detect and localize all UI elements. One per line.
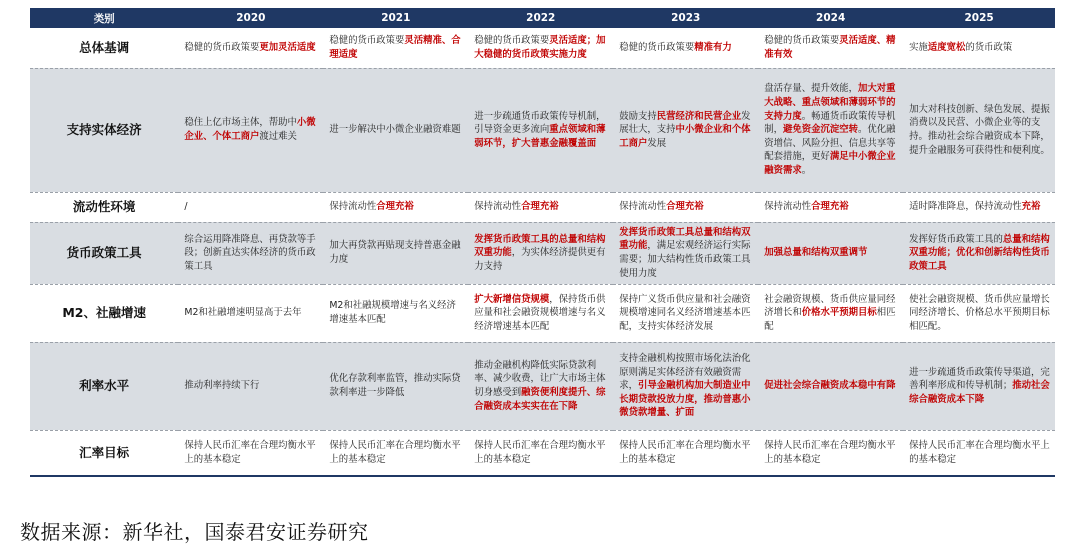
table-row [30,68,1055,192]
row-label: 货币政策工具 [30,222,178,284]
header-year: 2021 [323,8,468,28]
cell-text: 发挥好货币政策工具的 [909,233,1003,245]
table-cell [903,28,1055,68]
table-row [30,430,1055,476]
highlight-text: 中小微企业和个体工商户 [619,124,751,149]
highlight-text: 充裕 [1021,201,1041,213]
table-cell [323,284,468,342]
cell-text: 保持广义货币供应量和社会融资规模增速同名义经济增速基本匹配，支持实体经济发展 [619,293,751,332]
highlight-text: 总量和结构双重功能；优化和创新结构性货币政策工具 [909,233,1050,272]
table-cell [468,192,613,222]
table-cell [758,284,903,342]
highlight-text: 扩大新增信贷规模 [474,293,550,305]
table-cell [468,342,613,430]
highlight-text: 价格水平预期目标 [801,307,877,319]
cell-text: 进一步疏通货币政策传导机制，引导资金更多流向 [474,110,606,136]
highlight-text: 促进社会综合融资成本稳中有降 [764,380,896,392]
highlight-text: 灵活适度；加大稳健的货币政策实施力度 [474,35,606,60]
cell-text: ，保持货币供应量和社会融资规模增速与名义经济增速基本匹配 [474,293,606,332]
table-cell [323,430,468,476]
table-cell [468,28,613,68]
highlight-text: 发挥货币政策工具总量和结构双重功能 [619,226,751,252]
row-label: 支持实体经济 [30,68,178,192]
cell-text: 保持流动性 [764,201,812,213]
cell-text: 稳健的货币政策要 [474,35,550,47]
table-cell [613,430,758,476]
table-cell [903,68,1055,192]
cell-text: 保持人民币汇率在合理均衡水平上的基本稳定 [184,440,316,465]
cell-text: 加大再贷款再贴现支持普惠金融力度 [329,240,461,265]
header-year: 2023 [613,8,758,28]
table-cell [468,284,613,342]
table-cell [468,222,613,284]
highlight-text: 加大对重大战略、重点领域和薄弱环节的支持力度 [764,83,896,122]
table-row [30,284,1055,342]
table-cell [613,28,758,68]
table-cell [758,430,903,476]
table-cell [613,68,758,192]
table-cell [613,342,758,430]
table-cell [178,430,323,476]
table-cell [758,28,903,68]
table-cell [323,68,468,192]
cell-text: 稳健的货币政策要 [184,41,260,53]
cell-text: M2和社融规模增速与名义经济增速基本匹配 [329,300,456,325]
table-row [30,28,1055,68]
header-category: 类别 [30,8,178,28]
table-cell [613,222,758,284]
cell-text: 保持人民币汇率在合理均衡水平上的基本稳定 [329,440,461,465]
cell-text: 进一步解决中小微企业融资难题 [329,124,461,136]
table-cell [903,222,1055,284]
row-label: M2、社融增速 [30,284,178,342]
table-cell [178,284,323,342]
cell-text: 保持人民币汇率在合理均衡水平上的基本稳定 [474,440,606,465]
cell-text: 社会融资规模、货币供应量同经济增长和 [764,293,896,319]
cell-text: 综合运用降准降息、再贷款等手段；创新直达实体经济的货币政策工具 [184,233,316,272]
highlight-text: 民营经济和民营企业 [656,110,742,122]
cell-text: 发展壮大，支持 [619,110,751,136]
highlight-text: 推动社会综合融资成本下降 [909,380,1050,405]
table-row [30,222,1055,284]
highlight-text: 合理充裕 [521,201,559,213]
cell-text: 鼓励支持 [619,110,657,122]
table-cell [178,222,323,284]
cell-text: 稳健的货币政策要 [764,35,840,47]
header-year: 2020 [178,8,323,28]
highlight-text: 融资便利度提升、综合融资成本实实在在下降 [474,387,606,412]
row-label: 汇率目标 [30,430,178,476]
cell-text: / [184,201,188,213]
cell-text: 的货币政策 [965,41,1013,53]
cell-text: 相匹配 [764,307,896,332]
cell-text: 支持金融机构按照市场化法治化原则满足实体经济有效融资需求， [619,353,751,392]
highlight-text: 合理充裕 [376,201,414,213]
cell-text: 进一步疏通货币政策传导渠道，完善利率形成和传导机制； [909,366,1050,392]
cell-text: 使社会融资规模、货币供应量增长同经济增长、价格总水平预期目标相匹配。 [909,293,1050,332]
table-cell [178,28,323,68]
source-note: 数据来源：新华社，国泰君安证券研究 [20,520,369,544]
table-cell [758,222,903,284]
table-cell [613,192,758,222]
cell-text: 加大对科技创新、绿色发展、提振消费以及民营、小微企业等的支持。推动社会综合融资成本下降，提升金融服务可获得性和便利度。 [909,103,1050,156]
cell-text: 保持流动性 [619,201,667,213]
row-label: 利率水平 [30,342,178,430]
header-year: 2022 [468,8,613,28]
highlight-text: 灵活精准、合理适度 [329,35,461,60]
cell-text: 稳健的货币政策要 [619,41,695,53]
table-header-row [30,8,1055,28]
highlight-text: 加强总量和结构双重调节 [764,247,868,259]
cell-text: 。优化融资增信、风险分担、信息共享等配套措施，更好 [764,124,896,163]
table-body [30,28,1055,476]
cell-text: 发展 [647,137,667,149]
row-label: 流动性环境 [30,192,178,222]
policy-comparison-table [30,8,1055,477]
highlight-text: 发挥货币政策工具的总量和结构双重功能 [474,233,606,259]
cell-text: 推动金融机构降低实际贷款利率、减少收费，让广大市场主体切身感受到 [474,359,606,398]
table-row [30,342,1055,430]
cell-text: 盘活存量、提升效能， [764,83,858,95]
table-cell [178,342,323,430]
table-row [30,192,1055,222]
table-cell [758,342,903,430]
header-year: 2024 [758,8,903,28]
table-cell [323,28,468,68]
table-cell [178,192,323,222]
table-cell [758,192,903,222]
table-cell [323,222,468,284]
table-cell [178,68,323,192]
highlight-text: 重点领域和薄弱环节，扩大普惠金融覆盖面 [474,124,606,149]
cell-text: 保持人民币汇率在合理均衡水平上的基本稳定 [764,440,896,465]
cell-text: 保持人民币汇率在合理均衡水平上的基本稳定 [619,440,751,465]
cell-text: 稳健的货币政策要 [329,35,405,47]
cell-text: 保持流动性 [329,201,377,213]
table-cell [468,430,613,476]
highlight-text: 小微企业、个体工商户 [184,117,316,142]
cell-text: 推动利率持续下行 [184,380,260,392]
highlight-text: 精准有力 [694,41,732,53]
cell-text: 稳住上亿市场主体，帮助中 [184,117,297,129]
highlight-text: 引导金融机构加大制造业中长期贷款投放力度，推动普惠小微贷款增量、扩面 [619,380,751,419]
table-cell [613,284,758,342]
header-year: 2025 [903,8,1055,28]
table-cell [903,430,1055,476]
highlight-text: 避免资金沉淀空转 [782,124,858,136]
table-cell [903,192,1055,222]
cell-text: 渡过难关 [259,131,297,142]
highlight-text: 满足中小微企业融资需求 [764,151,896,176]
highlight-text: 合理充裕 [666,201,704,213]
cell-text: ，满足宏观经济运行实际需要；加大结构性货币政策工具使用力度 [619,240,751,279]
table-cell [903,284,1055,342]
cell-text: 。畅通货币政策传导机制， [764,110,896,136]
cell-text: ，为实体经济提供更有力支持 [474,247,606,272]
table-cell [758,68,903,192]
cell-text: 。 [801,164,812,176]
table-cell [468,68,613,192]
highlight-text: 灵活适度、精准有效 [764,35,896,60]
cell-text: M2和社融增速明显高于去年 [184,307,302,319]
row-label: 总体基调 [30,28,178,68]
highlight-text: 适度宽松 [927,41,966,53]
cell-text: 保持流动性 [474,201,522,213]
highlight-text: 合理充裕 [811,201,849,213]
highlight-text: 更加灵活适度 [259,41,316,53]
table-cell [323,342,468,430]
cell-text: 适时降准降息，保持流动性 [909,201,1022,213]
table-cell [323,192,468,222]
cell-text: 实施 [909,41,928,53]
cell-text: 优化存款利率监管，推动实际贷款利率进一步降低 [329,373,461,398]
table-cell [903,342,1055,430]
cell-text: 保持人民币汇率在合理均衡水平上的基本稳定 [909,440,1050,465]
